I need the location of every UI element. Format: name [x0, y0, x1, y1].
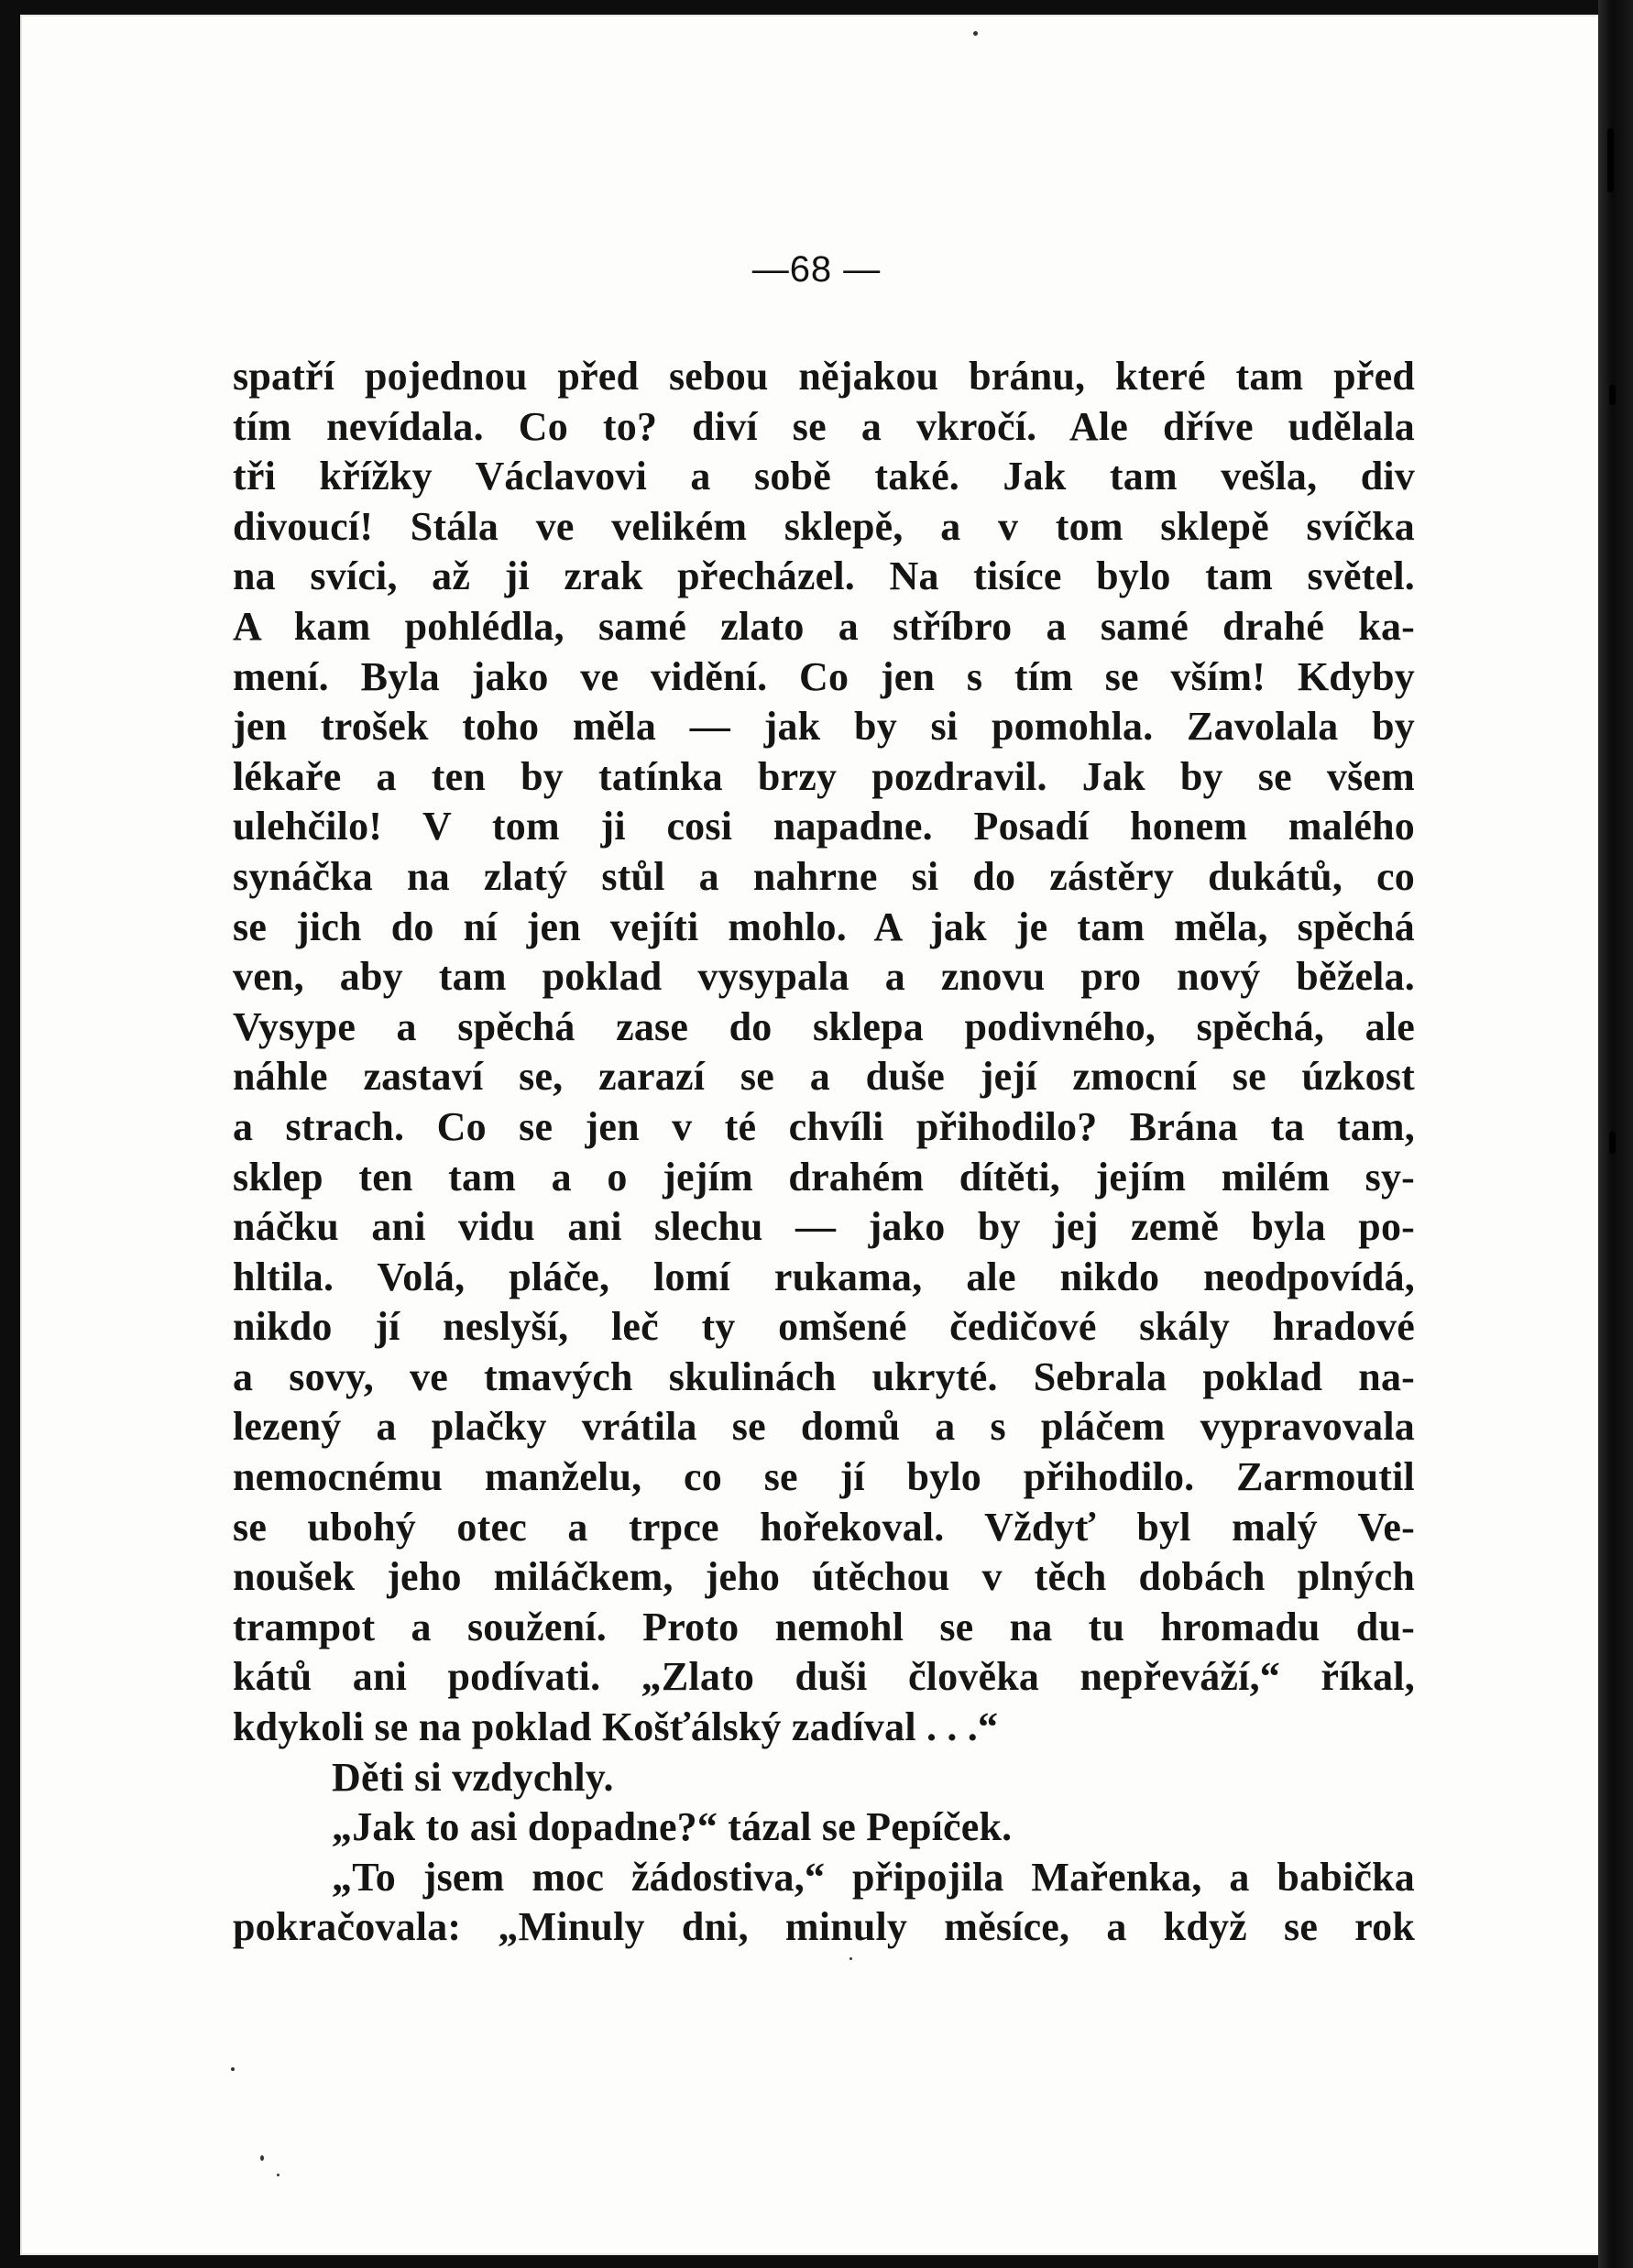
text-line: „Jak to asi dopadne?“ tázal se Pepíček. [332, 1804, 1013, 1850]
text-line: a strach. Co se jen v té chvíli přihodilo? Brána ta tam, [233, 1103, 1415, 1149]
text-line: jen trošek toho měla — jak by si pomohla. Zavolala by [233, 704, 1415, 750]
edge-mark [1609, 385, 1616, 405]
text-line: spatří pojednou před sebou nějakou bránu, které tam před [233, 354, 1415, 399]
paper-speck [277, 2174, 279, 2176]
text-line: kátů ani podívati. „Zlato duši člověka nepřeváží,“ říkal, [233, 1654, 1415, 1700]
text-line: pokračovala: „Minuly dni, minuly měsíce, a když se rok [233, 1904, 1415, 1950]
text-line: a sovy, ve tmavých skulinách ukryté. Sebrala poklad na- [233, 1353, 1415, 1399]
text-line: A kam pohlédla, samé zlato a stříbro a samé drahé ka- [233, 603, 1415, 649]
text-line: ven, aby tam poklad vysypala a znovu pro nový běžela. [233, 954, 1415, 1000]
paper-speck [231, 2067, 235, 2071]
text-line: tím nevídala. Co to? diví se a vkročí. Ale dříve udělala [233, 403, 1415, 449]
text-line: se ubohý otec a trpce hořekoval. Vždyť byl malý Ve- [233, 1504, 1415, 1550]
text-line: „To jsem moc žádostiva,“ připojila Mařenka, a babička [332, 1854, 1415, 1900]
paper-speck [849, 1957, 852, 1960]
book-spine-edge [1598, 0, 1633, 2268]
paper-speck [260, 2155, 264, 2161]
text-line: hltila. Volá, pláče, lomí rukama, ale nikdo neodpovídá, [233, 1254, 1415, 1299]
text-line: Děti si vzdychly. [332, 1754, 614, 1800]
edge-mark [1607, 128, 1614, 192]
text-line: trampot a soužení. Proto nemohl se na tu hromadu du- [233, 1604, 1415, 1649]
text-line: tři křížky Václavovi a sobě také. Jak tam vešla, div [233, 454, 1415, 499]
text-line: sklep ten tam a o jejím drahém dítěti, jejím milém sy- [233, 1154, 1415, 1200]
text-line: ulehčilo! V tom ji cosi napadne. Posadí honem malého [233, 804, 1415, 849]
text-line: divoucí! Stála ve velikém sklepě, a v tom sklepě svíčka [233, 503, 1415, 549]
text-line: náčku ani vidu ani slechu — jako by jej země byla po- [233, 1204, 1415, 1250]
text-line: noušek jeho miláčkem, jeho útěchou v těch dobách plných [233, 1554, 1415, 1600]
text-line: lékaře a ten by tatínka brzy pozdravil. Jak by se všem [233, 753, 1415, 799]
paper-speck [973, 31, 978, 36]
text-line: náhle zastaví se, zarazí se a duše její zmocní se úzkost [233, 1054, 1415, 1100]
text-line: lezený a plačky vrátila se domů a s pláčem vypravovala [233, 1404, 1415, 1450]
edge-mark [1609, 1132, 1616, 1154]
page-number: —68 — [751, 249, 882, 290]
text-line: se jich do ní jen vejíti mohlo. A jak je tam měla, spěchá [233, 904, 1415, 949]
text-line: synáčka na zlatý stůl a nahrne si do zástěry dukátů, co [233, 853, 1415, 899]
text-line: kdykoli se na poklad Košťálský zadíval . . .“ [233, 1704, 999, 1750]
text-line: mení. Byla jako ve vidění. Co jen s tím se vším! Kdyby [233, 653, 1415, 699]
text-line: nikdo jí neslyší, leč ty omšené čedičové skály hradové [233, 1304, 1415, 1350]
text-line: nemocnému manželu, co se jí bylo přihodilo. Zarmoutil [233, 1454, 1415, 1500]
body-text [233, 352, 1415, 1953]
text-line: na svíci, až ji zrak přecházel. Na tisíce bylo tam světel. [233, 553, 1415, 599]
text-line: Vysype a spěchá zase do sklepa podivného, spěchá, ale [233, 1003, 1415, 1049]
